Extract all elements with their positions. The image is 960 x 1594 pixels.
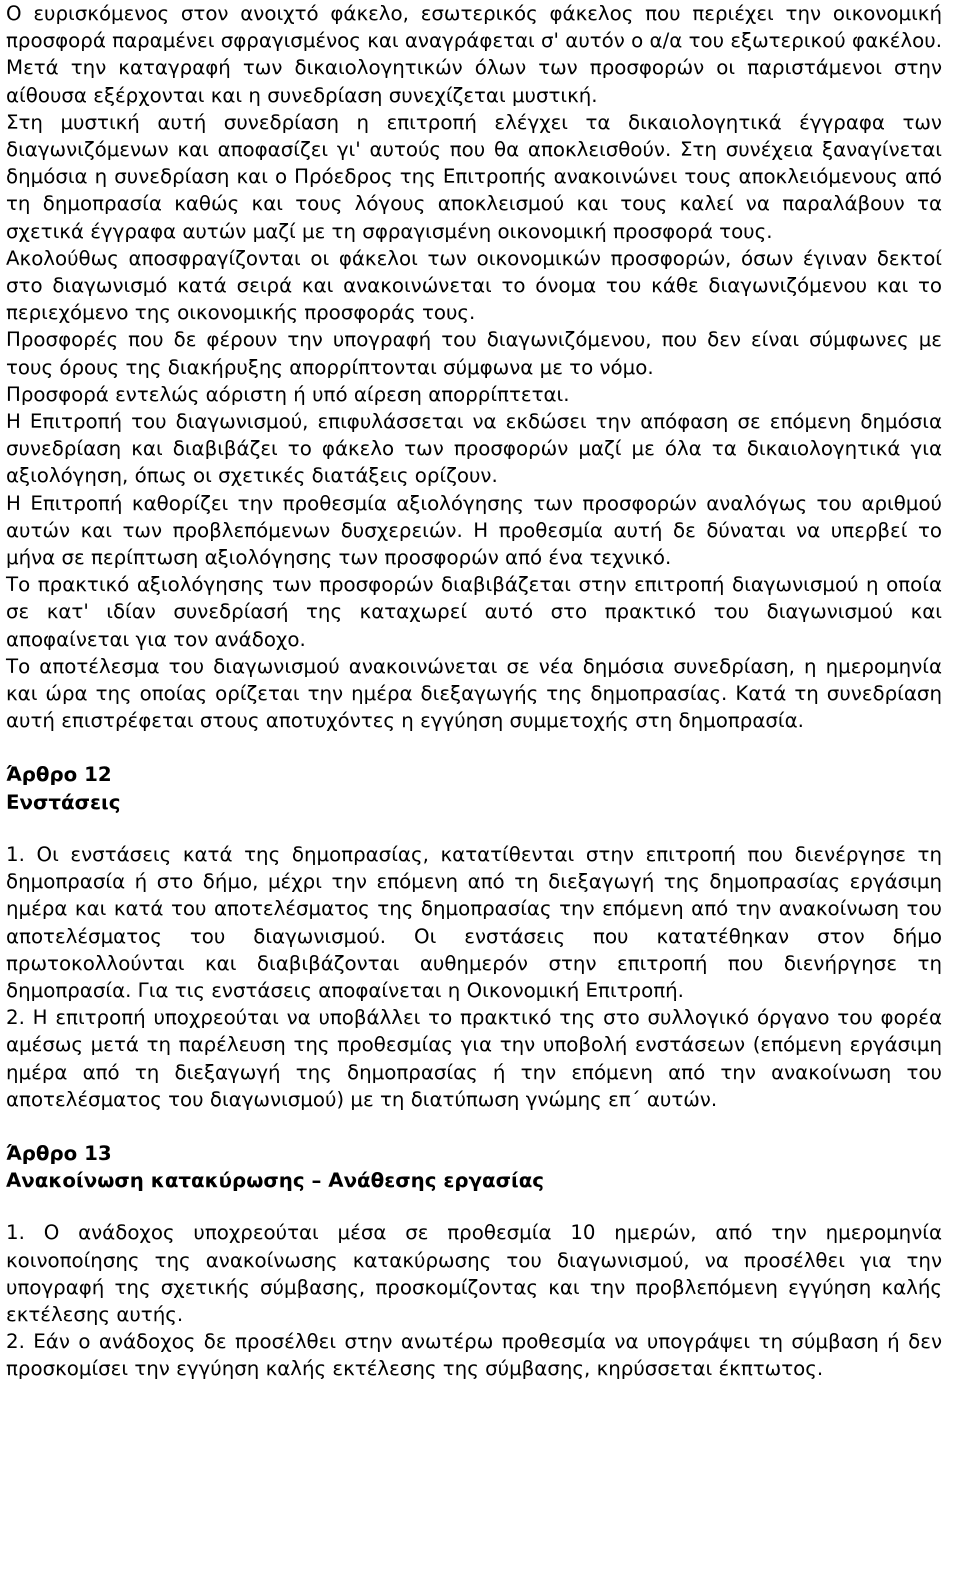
paragraph: Ο ευρισκόμενος στον ανοιχτό φάκελο, εσωτερικός φάκελος που περιέχει την οικονομική προσφορά παραμένει σφραγισμένος και αναγράφεται σ' αυτόν ο α/α του εξωτερικού φακέλου. Μετά την καταγραφή των δικαιολογητικών όλων των προσφορών οι παριστάμενοι στην αίθουσα εξέρχονται και η συνεδρίαση συνεχίζεται μυστική. xyxy=(6,2,942,107)
paragraph: Η Επιτροπή του διαγωνισμού, επιφυλάσσεται να εκδώσει την απόφαση σε επόμενη δημόσια συνεδρίαση και διαβιβάζει το φάκελο των προσφορών μαζί με όλα τα δικαιολογητικά για αξιολόγηση, όπως οι σχετικές διατάξεις ορίζουν. xyxy=(6,410,942,488)
article-12-title: Ενστάσεις xyxy=(6,790,121,814)
article-12-paragraph-2: 2. Η επιτροπή υποχρεούται να υποβάλλει το πρακτικό της στο συλλογικό όργανο του φορέα αμέσως μετά τη παρέλευση της προθεσμίας για την υποβολή ενστάσεων (επόμενη εργάσιμη ημέρα από τη διεξαγωγή της δημοπρασίας ή την επόμενη από την ανακοίνωση του αποτελέσματος του διαγωνισμού) με τη διατύπωση γνώμης επ΄ αυτών. xyxy=(6,1006,942,1111)
paragraph: Προσφορές που δε φέρουν την υπογραφή του διαγωνιζόμενου, που δεν είναι σύμφωνες με τους όρους της διακήρυξης απορρίπτονται σύμφωνα με το νόμο. xyxy=(6,328,942,379)
article-13-paragraph-2: 2. Εάν ο ανάδοχος δε προσέλθει στην ανωτέρω προθεσμία να υπογράψει τη σύμβαση ή δεν προσκομίσει την εγγύηση καλής εκτέλεσης της σύμβασης, κηρύσσεται έκπτωτος. xyxy=(6,1330,942,1381)
article-13-number: Άρθρο 13 xyxy=(6,1141,112,1165)
article-13-paragraph-1: 1. Ο ανάδοχος υποχρεούται μέσα σε προθεσμία 10 ημερών, από την ημερομηνία κοινοποίησης της ανακοίνωσης κατακύρωσης του διαγωνισμού, να προσέλθει για την υπογραφή της σχετικής σύμβασης, προσκομίζοντας και την προβλεπόμενη εγγύηση καλής εκτέλεσης αυτής. xyxy=(6,1221,942,1326)
paragraph: Προσφορά εντελώς αόριστη ή υπό αίρεση απορρίπτεται. xyxy=(6,382,570,406)
article-13-title: Ανακοίνωση κατακύρωσης – Ανάθεσης εργασίας xyxy=(6,1169,545,1193)
paragraph: Στη μυστική αυτή συνεδρίαση η επιτροπή ελέγχει τα δικαιολογητικά έγγραφα των διαγωνιζόμενων και αποφασίζει γι' αυτούς που θα αποκλεισθούν. Στη συνέχεια ξαναγίνεται δημόσια η συνεδρίαση και ο Πρόεδρος της Επιτροπής ανακοινώνει τους αποκλειόμενους από τη δημοπρασία καθώς και τους λόγους αποκλεισμού και τους καλεί να παραλάβουν τα σχετικά έγγραφα αυτών μαζί με τη σφραγισμένη οικονομική προσφορά τους. xyxy=(6,110,942,243)
article-12-number: Άρθρο 12 xyxy=(6,763,112,787)
paragraph: Το αποτέλεσμα του διαγωνισμού ανακοινώνεται σε νέα δημόσια συνεδρίαση, η ημερομηνία και ώρα της οποίας ορίζεται την ημέρα διεξαγωγής της δημοπρασίας. Κατά τη συνεδρίαση αυτή επιστρέφεται στους αποτυχόντες η εγγύηση συμμετοχής στη δημοπρασία. xyxy=(6,654,942,733)
paragraph: Η Επιτροπή καθορίζει την προθεσμία αξιολόγησης των προσφορών αναλόγως του αριθμού αυτών και των προβλεπόμενων δυσχερειών. Η προθεσμία αυτή δε δύναται να υπερβεί το μήνα σε περίπτωση αξιολόγησης των προσφορών από ένα τεχνικό. xyxy=(6,491,942,570)
article-12-paragraph-1: 1. Οι ενστάσεις κατά της δημοπρασίας, κατατίθενται στην επιτροπή που διενέργησε τη δημοπρασία ή στο δήμο, μέχρι την επόμενη από τη διεξαγωγή της δημοπρασίας εργάσιμη ημέρα και κατά του αποτελέσματος της δημοπρασίας την επόμενη από την ανακοίνωση του αποτελέσματος του διαγωνισμού. Οι ενστάσεις που κατατέθηκαν στον δήμο πρωτοκολλούνται και διαβιβάζονται αυθημερόν στην επιτροπή που διενήργησε τη δημοπρασία. Για τις ενστάσεις αποφαίνεται η Οικονομική Επιτροπή. xyxy=(6,842,942,1002)
paragraph: Το πρακτικό αξιολόγησης των προσφορών διαβιβάζεται στην επιτροπή διαγωνισμού η οποία σε κατ' ιδίαν συνεδρίασή της καταχωρεί αυτό στο πρακτικό του διαγωνισμού και αποφαίνεται για τον ανάδοχο. xyxy=(6,573,942,651)
document-page xyxy=(6,0,942,1383)
paragraph: Ακολούθως αποσφραγίζονται οι φάκελοι των οικονομικών προσφορών, όσων έγιναν δεκτοί στο διαγωνισμό κατά σειρά και ανακοινώνεται το όνομα του κάθε διαγωνιζόμενου και το περιεχόμενο της οικονομικής προσφοράς τους. xyxy=(6,246,942,325)
